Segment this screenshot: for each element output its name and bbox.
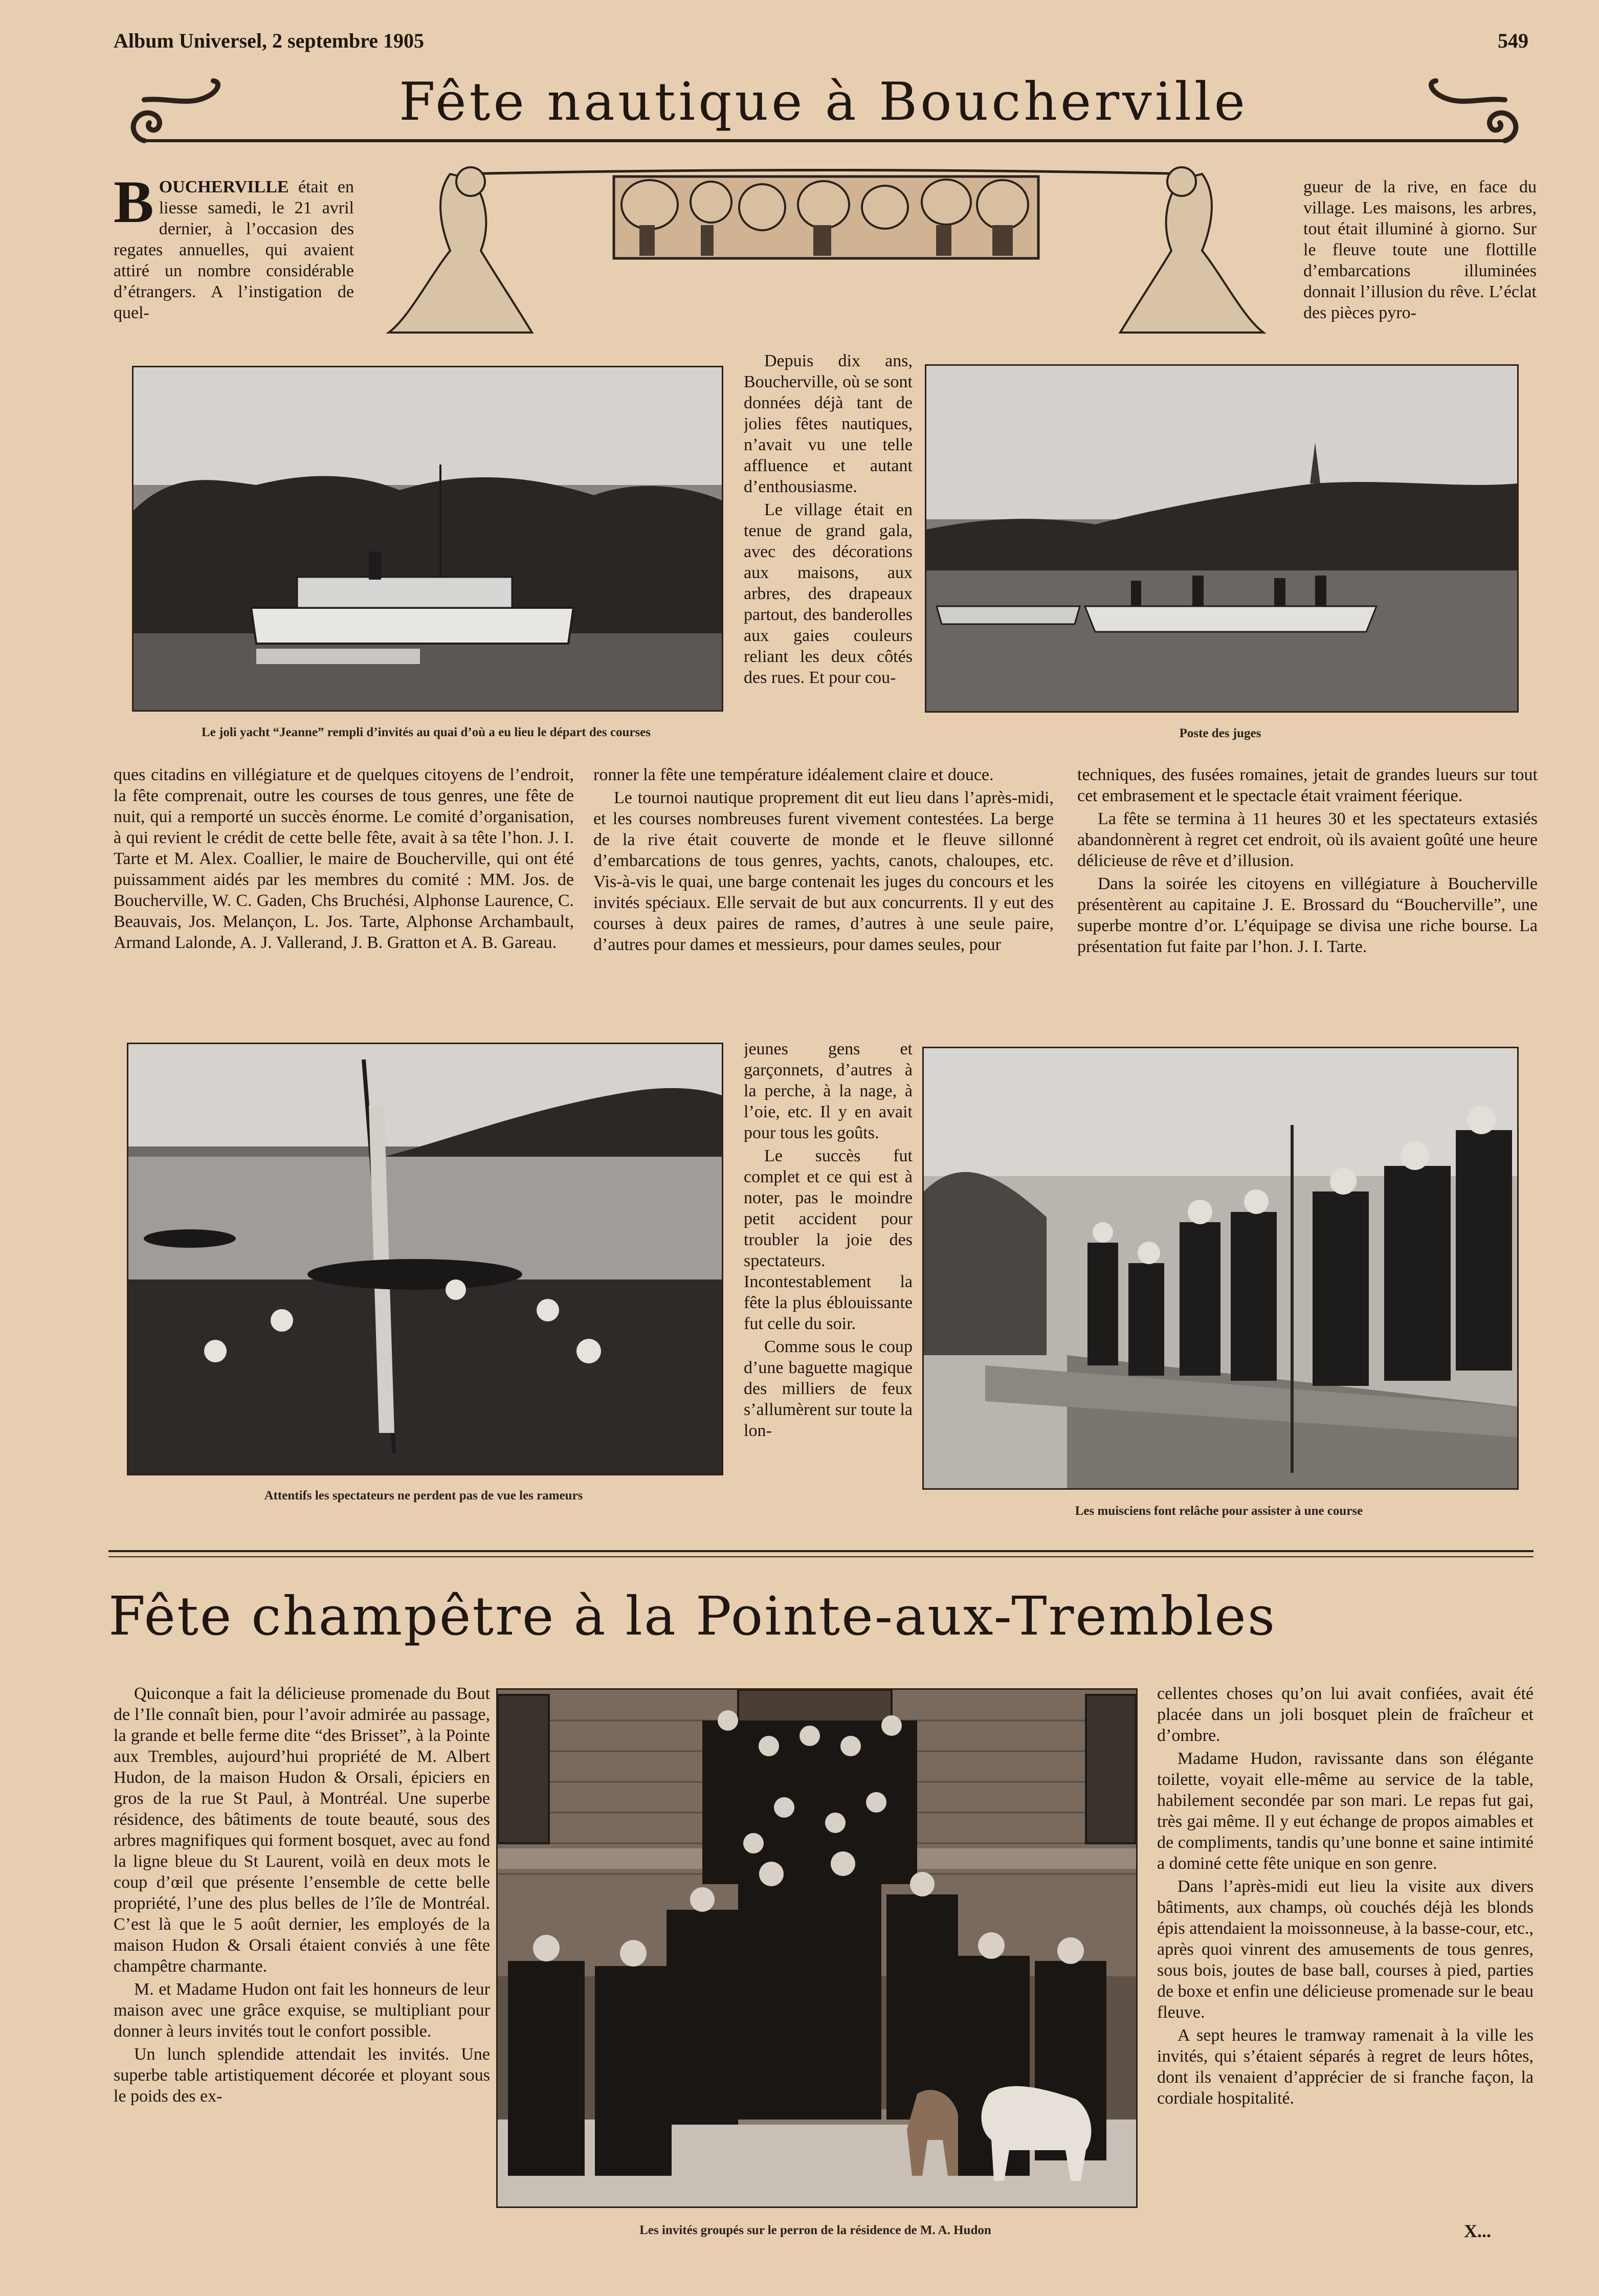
article1-para-succes: Le succès fut complet et ce qui est à noter, pas le moindre petit accident pour troubler la joie des spectateurs. Incontestablement la fête la plus éblouissante fut celle du soir.	[744, 1146, 913, 1333]
article1-col1-mid-text: ques citadins en villégiature et de quelques citoyens de l’endroit, la fête comprenait, outre les courses de tous genres, une fête de nuit, qui a remporté un succès énorme. Le comité d’organisation, à qui revient le crédit de cette belle fête, avait à sa tête l’hon. J. I. Tarte et M. Alex. Coallier, le maire de Boucherville, qui ont été puissamment aidés par les membres du comité : MM. Jos. de Boucherville, W. C. Gaden, Chs Bruchési, Alphonse Laurence, C. Beauvais, Jos. Melançon, L. Jos. Tarte, Alphonse Archambault, Armand Lalonde, A. J. Vallerand, J. B. Gratton et A. B. Gareau.	[114, 765, 574, 952]
article1-para-baguette: Comme sous le coup d’une baguette magique des milliers de feux s’allumèrent sur toute la lon-	[744, 1337, 913, 1440]
article2-para-apres-midi: Dans l’après-midi eut lieu la visite aux divers bâtiments, aux champs, où couchés déjà les blonds épis attendaient la moissonneuse, à la basse-cour, etc., après quoi vinrent des amusements de tous genres, sous bois, joutes de base ball, courses à pied, parties de boxe et enfin une délicieuse promenade sur le beau fleuve.	[1157, 1877, 1534, 2022]
article2-para-tramway: A sept heures le tramway ramenait à la ville les invités, qui s’étaient séparés à regret de leurs hôtes, dont ils venaient d’apprécier de si franche façon, la cordiale hospitalité.	[1157, 2026, 1534, 2108]
article1-para-jeunes: jeunes gens et garçonnets, d’autres à la perche, à la nage, à l’oie, etc. Il y en avait pour tous les goûts.	[744, 1040, 913, 1142]
article1-col2-mid	[593, 764, 1054, 1041]
article2-para-cellentes: cellentes choses qu’on lui avait confiées, avait été placée dans un joli bosquet plein de fraîcheur et d’ombre.	[1157, 1684, 1534, 1745]
article1-col1-top-text: était en liesse samedi, le 21 avril dernier, à l’occasion des regates annuelles, qui avaient attiré un nombre considérable d’étrangers. A l’instigation de quel-	[114, 178, 354, 322]
running-header-publication: Album Universel, 2 septembre 1905	[114, 29, 424, 52]
lead-word: OUCHERVILLE	[159, 178, 289, 196]
separator-rule-thin	[108, 1556, 1534, 1557]
article2-para-hudon: M. et Madame Hudon ont fait les honneurs de leur maison avec une grâce exquise, se multipliant pour donner à leurs invités tout le confort possible.	[114, 1980, 490, 2041]
dropcap: B	[114, 176, 154, 235]
article2-title: Fête champêtre à la Pointe-aux-Trembles	[108, 1585, 1277, 1647]
caption-musicians: Les muisciens font relâche pour assister à une course	[1075, 1504, 1363, 1518]
article2-col1	[114, 1683, 490, 2246]
article1-col1-mid	[114, 764, 574, 1041]
page-number: 549	[1498, 29, 1528, 52]
photo-yacht-jeanne	[132, 366, 723, 712]
caption-spectators: Attentifs les spectateurs ne perdent pas de vue les rameurs	[264, 1489, 583, 1503]
article1-col3-mid-text2: La fête se termina à 11 heures 30 et les spectateurs extasiés abandonnèrent à regret cet endroit, où ils avaient goûté une heure délicieuse de rêve et d’illusion.	[1077, 809, 1538, 870]
caption-judges: Poste des juges	[1179, 726, 1261, 740]
photo-spectators	[127, 1043, 723, 1475]
article2-col3	[1157, 1683, 1534, 2246]
caption-yacht: Le joli yacht “Jeanne” rempli d’invités au quai d’où a eu lieu le départ des courses	[201, 725, 651, 739]
article1-col2-mid-text2: Le tournoi nautique proprement dit eut lieu dans l’après-midi, et les courses nombreuses furent vivement contestées. La berge de la rive était couverte de monde et le fleuve sillonné d’embarcations de tous genres, yachts, canots, chaloupes, etc. Vis-à-vis le quai, une barge contenait les juges du concours et les invités spéciaux. Elle servait de but aux concurrents. Il y eut des courses à deux paires de rames, d’autres à une seule paire, d’autres pour dames et messieurs, pour dames seules, pour	[593, 788, 1054, 954]
article2-para-quiconque: Quiconque a fait la délicieuse promenade du Bout de l’Ile connaît bien, pour l’avoir admirée au passage, la grande et belle ferme dite “des Brisset”, à la Pointe aux Trembles, aujourd’hui propriété de M. Albert Hudon, de la maison Hudon & Orsali, épiciers en gros de la rue St Paul, à Montréal. Une superbe résidence, des bâtiments de toute beauté, sous des arbres magnifiques qui forment bosquet, avec au fond la ligne bleue du St Laurent, voilà en deux mots le coup d’œil que présente l’ensemble de cette belle propriété, l’une des plus belles de l’île de Montréal. C’est là que le 5 août dernier, les employés de la maison Hudon & Orsali étaient conviés à une fête champêtre charmante.	[114, 1684, 490, 1976]
article1-para-depuis: Depuis dix ans, Boucherville, où se sont données déjà tant de jolies fêtes nautiques, n’avait vu une telle affluence et autant d’enthousiasme.	[744, 351, 913, 496]
article1-col2-mid-text1: ronner la fête une température idéalement claire et douce.	[593, 765, 994, 784]
article1-title: Fête nautique à Boucherville	[399, 72, 1248, 133]
photo-poste-des-juges	[925, 364, 1519, 713]
lantern-banner-illustration	[373, 153, 1279, 353]
article1-para-village: Le village était en tenue de grand gala, avec des décorations aux maisons, aux arbres, des drapeaux partout, des banderolles aux gaies couleurs reliant les deux côtés des rues. Et pour cou-	[744, 500, 913, 687]
photo-musicians	[922, 1047, 1519, 1490]
article1-middle-column-bottom	[744, 1039, 913, 1530]
article1-col3-top-text: gueur de la rive, en face du village. Les maisons, les arbres, tout était illuminé à giorno. Sur le fleuve toute une flottille d’embarcations illuminées donnait l’illusion du rêve. L’éclat des pièces pyro-	[1303, 178, 1537, 322]
separator-rule	[108, 1550, 1534, 1552]
article1-middle-column-top	[744, 350, 913, 770]
article1-col1-top	[114, 176, 354, 350]
article2-para-madame: Madame Hudon, ravissante dans son élégante toilette, voyait elle-même au service de la table, habilement secondée par son mari. Le repas fut gai, très gai même. Il y eut échange de propos aimables et de compliments, tandis qu’une bonne et saine intimité a dominé cette fête unique en son genre.	[1157, 1749, 1534, 1873]
article2-signature: X...	[1464, 2221, 1491, 2241]
article1-col3-mid	[1077, 764, 1538, 1041]
article1-col3-mid-text1: techniques, des fusées romaines, jetait de grandes lueurs sur tout cet embrasement et le spectacle était vraiment féerique.	[1077, 765, 1538, 805]
article1-col3-mid-text3: Dans la soirée les citoyens en villégiature à Boucherville présentèrent au capitaine J. E. Brossard du “Boucherville”, une superbe montre d’or. L’équipage se divisa une riche bourse. La présentation fut faite par l’hon. J. I. Tarte.	[1077, 874, 1538, 956]
article1-col3-top	[1303, 176, 1537, 350]
photo-guests-group	[496, 1688, 1138, 2208]
article2-para-lunch: Un lunch splendide attendait les invités. Une superbe table artistiquement décorée et ployant sous le poids des ex-	[114, 2045, 490, 2106]
caption-guests-group: Les invités groupés sur le perron de la résidence de M. A. Hudon	[639, 2223, 991, 2237]
